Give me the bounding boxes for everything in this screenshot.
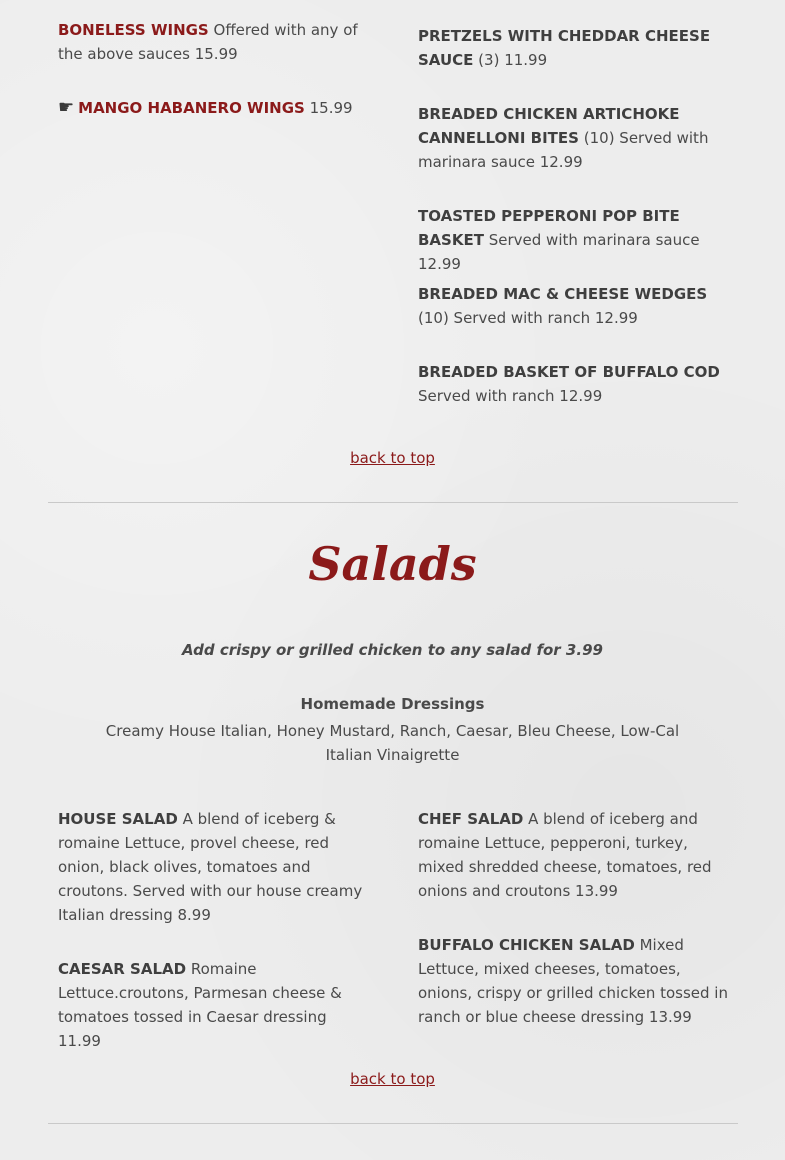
item-desc: 15.99 <box>309 99 353 117</box>
back-to-top-link[interactable]: back to top <box>350 1070 435 1088</box>
item-desc: A blend of iceberg and romaine Lettuce, pepperoni, turkey, mixed shredded cheese, tomatoes, red onions and croutons 13.99 <box>418 810 712 900</box>
pointing-hand-icon: ☛ <box>58 97 75 118</box>
item-desc: (10) Served with marinara sauce 12.99 <box>418 129 709 171</box>
section-title-salads: Salads <box>308 537 477 591</box>
item-name: BREADED CHICKEN ARTICHOKE CANNELLONI BITES <box>418 105 680 147</box>
item-desc: Offered with any of the above sauces 15.99 <box>58 21 358 63</box>
item-name: HOUSE SALAD <box>58 810 178 828</box>
dressings-heading: Homemade Dressings <box>300 695 485 713</box>
item-name: MANGO HABANERO WINGS <box>78 99 305 117</box>
item-name: CHEF SALAD <box>418 810 524 828</box>
menu-item-house-salad <box>58 807 368 927</box>
section-divider <box>48 502 738 503</box>
section-divider <box>48 1123 738 1124</box>
salad-chicken-note: Add crispy or grilled chicken to any salad for 3.99 <box>182 641 603 659</box>
item-desc: Mixed Lettuce, mixed cheeses, tomatoes, onions, crispy or grilled chicken tossed in ranch or blue cheese dressing 13.99 <box>418 936 728 1026</box>
menu-item-pretzels <box>418 24 730 72</box>
menu-item-chef-salad <box>418 807 730 903</box>
back-to-top-link[interactable]: back to top <box>350 449 435 467</box>
menu-item-pepperoni-pop-bites <box>418 204 730 276</box>
item-name: BUFFALO CHICKEN SALAD <box>418 936 635 954</box>
item-name: PRETZELS WITH CHEDDAR CHEESE SAUCE <box>418 27 711 69</box>
menu-item-boneless-wings <box>58 18 368 66</box>
item-desc: A blend of iceberg & romaine Lettuce, provel cheese, red onion, black olives, tomatoes and croutons. Served with our house creamy Italian dressing 8.99 <box>58 810 363 924</box>
item-name: TOASTED PEPPERONI POP BITE BASKET <box>418 207 680 249</box>
menu-item-buffalo-cod <box>418 360 730 408</box>
menu-item-cannelloni-bites <box>418 102 730 174</box>
item-name: CAESAR SALAD <box>58 960 187 978</box>
menu-item-caesar-salad <box>58 957 368 1053</box>
item-name: BREADED BASKET OF BUFFALO COD <box>418 363 720 381</box>
item-desc: Served with ranch 12.99 <box>418 387 603 405</box>
menu-item-mac-cheese-wedges <box>418 282 730 330</box>
item-desc: Romaine Lettuce.croutons, Parmesan cheese & tomatoes tossed in Caesar dressing 11.99 <box>58 960 342 1050</box>
item-name: BONELESS WINGS <box>58 21 209 39</box>
dressings-list: Creamy House Italian, Honey Mustard, Ranch, Caesar, Bleu Cheese, Low-Cal Italian Vinaigrette <box>105 722 680 764</box>
item-desc: Served with marinara sauce 12.99 <box>418 231 700 273</box>
item-desc: (3) 11.99 <box>478 51 548 69</box>
menu-item-mango-habanero-wings <box>58 96 353 120</box>
item-name: BREADED MAC & CHEESE WEDGES <box>418 285 708 303</box>
item-desc: (10) Served with ranch 12.99 <box>418 309 638 327</box>
menu-item-buffalo-chicken-salad <box>418 933 730 1029</box>
